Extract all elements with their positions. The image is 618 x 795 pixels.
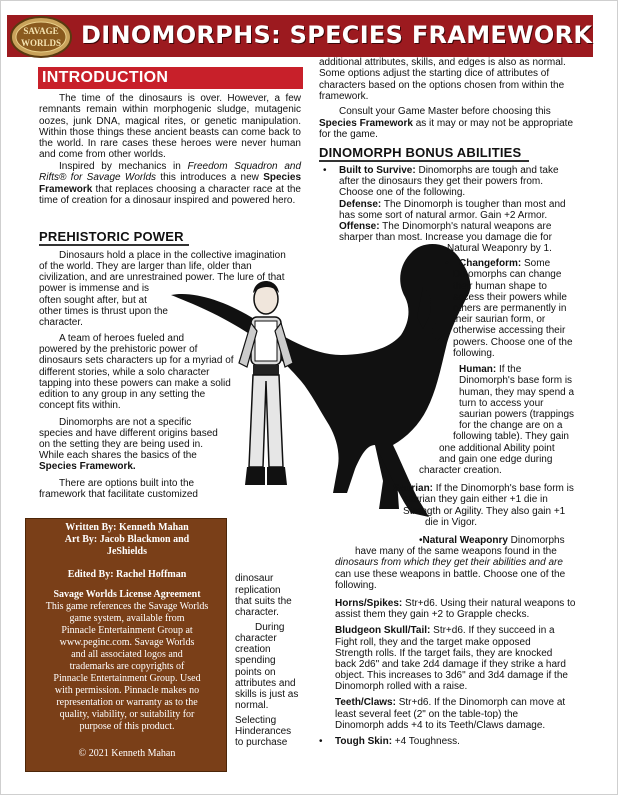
license-line: purpose of this product. bbox=[79, 721, 175, 732]
logo-bottom-text: WORLDS bbox=[20, 38, 62, 48]
hero-character-illustration bbox=[233, 271, 299, 511]
logo-top-text: SAVAGE bbox=[23, 26, 59, 36]
introduction-paragraph-2: Inspired by mechanics in Freedom Squadron and Rifts® for Savage Worlds this introduces a new Species Framework that replaces choosing a character race at the time of creation for a dinosaur inspired and powered hero. bbox=[39, 161, 302, 206]
copyright: © 2021 Kenneth Mahan bbox=[78, 748, 176, 759]
credits-box bbox=[25, 518, 227, 772]
license-title: Savage Worlds License Agreement bbox=[53, 589, 201, 600]
license-line: with permission. Pinnacle makes no bbox=[54, 685, 200, 696]
license-line: game system, available from bbox=[69, 613, 185, 624]
heading-underline bbox=[319, 160, 529, 162]
prehistoric-power-heading: PREHISTORIC POWER bbox=[39, 229, 184, 244]
license-line: This game references the Savage Worlds bbox=[45, 601, 209, 612]
savage-worlds-logo bbox=[9, 15, 73, 59]
introduction-paragraph-1: The time of the dinosaurs is over. However, a few remnants remain within morphogenic sludge, mutagenic oozes, junk DNA, magical rites, or genetic manipulation. Within those things these ancient beasts can come back to the world. In rare cases these heroes were never human and come from other worlds. bbox=[39, 93, 301, 161]
license-line: Pinnacle Entertainment Group. Used bbox=[53, 673, 201, 684]
heading-underline bbox=[39, 244, 189, 246]
license-line: trademarks are copyrights of bbox=[69, 661, 185, 672]
license-line: and all associated logos and bbox=[71, 649, 183, 660]
license-line: quality, viability, or suitability for bbox=[59, 709, 195, 720]
document-page: SAVAGE WORLDS DINOMORPHS: SPECIES FRAMEWORK INTRODUCTION The time of the dinosaurs is over. However, a few remnants remain within morphogenic sludge, mutagenic oozes, junk DNA, magical rites, or genetic manipulation. Within those things these ancient beasts can come back to the world. In rare cases these heroes were never human and come from other worlds. Inspired by mechanics in Freedom Squadron and Rifts® for Savage Worlds this introduces a new Species Framework that replaces choosing a character race at the time of creation for a dinosaur inspired and powered hero. PREHISTORIC POWER Dinosaurs hold a place in the collective imagination of the world. They are larger than life, older than civilization, and are unrestrained power. The lure of that power is immense and is often sought after, but at other times is thrust upon the character. A team of heroes fueled and powered by the prehistoric power of dinosaurs sets characters up for a myriad of different stories, while a solo character tapping into these powers can make a solid edition to any group in any setting the concept fits within. Dinomorphs are not a specific species and have different origins based on the setting they are being used in. While each shares the basics of the Species Framework. There are options built into the framework that facilitate customized Written By: Kenneth Mahan Art By: Jacob Blackmon and JeShields Edited By: Rachel Hoffman Savage Worlds License Agreement This game references the Savage Worlds game system, available from Pinnacle Entertainment Group at www.peginc.com. Savage Worlds and all associated logos and trademarks are copyrights of Pinnacle Entertainment Group. Used with permission. Pinnacle makes no representation or warranty as to the quality, viability, or suitability for purpose of this product. © 2021 Kenneth Mahan dinosaur replication that suits the character. During character creation spending points on attributes and skills is just as normal. Selecting Hinderances to purchase additional attributes, skills, and edges is also as normal. Some options adjust the starting dice of attributes of characters based on the options chosen from within the framework. Consult your Game Master before choosing this Species Framework as it may or may not be appropriate for the game. DINOMORPH BONUS ABILITIES • Built to Survive: Dinomorphs are tough and take after the dinosaurs they get their powers from. Choose one of the following. Defense: The Dinomorph is tougher than most and has some sort of natural armor. Gain +2 Armor. Offense: The Dinomorph's natural weapons are sharper than most. Increase you damage die for Natural Weaponry by 1. • Changeform: Some Dinomorphs can change their human shape to access their powers while others are permanently in their saurian form, or otherwise accessing their powers. Choose one of the following. Human: If the Dinomorph's base form is human, they may spend a turn to access your saurian powers (trappings for the change are on a following table). They gain one additional Ability point and gain one edge during character creation. Saurian: If the Dinomorph's base form is saurian they gain either +1 die in Strength or Agility. They also gain +1 die in Vigor. •Natural Weaponry Dinomorphs have many of the same weapons found in the dinosaurs from which they get their abilities and are can use these weapons in battle. Choose one of the following. Horns/Spikes: Str+d6. Using their natural weapons to assist them they gain +2 to Grapple checks. Bludgeon Skull/Tail: Str+d6. If they succeed in a Fight roll, they and the target make opposed Strength rolls. If the target fails, they are knocked back 2d6" and take 2d4 damage if they strike a hard object. This increases to 3d6" and 3d4 damage if the Dinomorph rolled with a raise. Teeth/Claws: Str+d6. If the Dinomorph can move at least several feet (2" on the table-top) the Dinomorph adds +4 to its Teeth/Claws damage. • Tough Skin: +4 Toughness. bbox=[0, 0, 618, 795]
page-title: DINOMORPHS: SPECIES FRAMEWORK bbox=[81, 21, 593, 49]
art-by-line-1: Art By: Jacob Blackmon and bbox=[64, 534, 190, 545]
license-line: representation or warranty as to the bbox=[56, 697, 198, 708]
bonus-abilities-heading: DINOMORPH BONUS ABILITIES bbox=[319, 145, 522, 160]
edited-by: Edited By: Rachel Hoffman bbox=[67, 569, 187, 580]
license-line: www.peginc.com. Savage Worlds bbox=[59, 637, 195, 648]
license-line: Pinnacle Entertainment Group at bbox=[61, 625, 193, 636]
art-by-line-2: JeShields bbox=[106, 546, 147, 557]
written-by: Written By: Kenneth Mahan bbox=[65, 522, 189, 533]
introduction-heading-bar bbox=[38, 67, 303, 89]
introduction-heading: INTRODUCTION bbox=[42, 69, 169, 86]
